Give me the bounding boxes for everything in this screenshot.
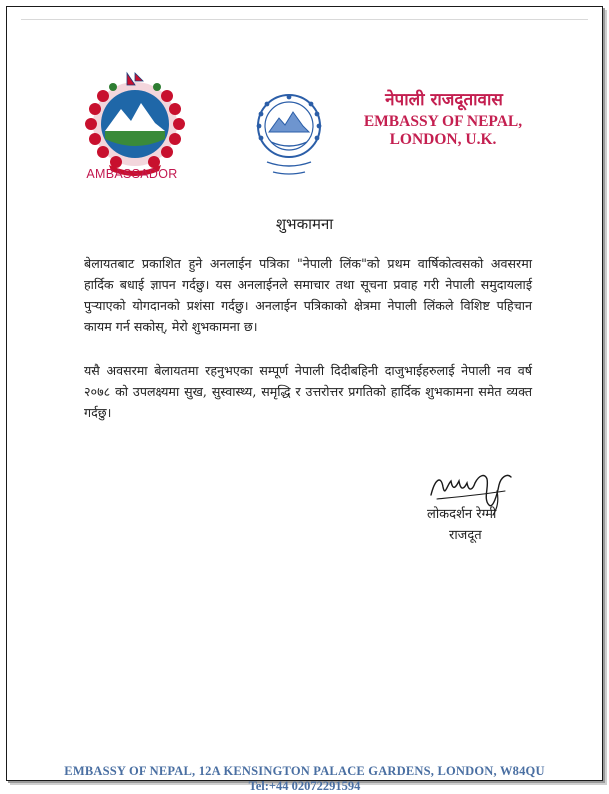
ambassador-label: AMBASSADOR (86, 167, 178, 181)
footer-address: EMBASSY OF NEPAL, 12A KENSINGTON PALACE GARDENS, LONDON, W84QU (64, 764, 545, 778)
signatory-title: राजदूत (449, 528, 482, 543)
embassy-seal-icon (253, 92, 325, 178)
embassy-name-line-1: EMBASSY OF NEPAL, (363, 113, 523, 130)
national-emblem-icon (83, 69, 188, 179)
signatory-name: लोकदर्शन रेग्मी (427, 507, 497, 522)
embassy-name-line-2: LONDON, U.K. (389, 131, 497, 148)
top-rule (21, 19, 588, 20)
letter-heading: शुभकामना (275, 215, 334, 233)
letter-page (6, 6, 603, 793)
letter-paragraph-2: यसै अवसरमा बेलायतमा रहनुभएका सम्पूर्ण नेपाली दिदीबहिनी दाजुभाईहरुलाई नेपाली नव वर्ष २०७८ को उपलक्ष्यमा सुख, सुस्वास्थ्य, समृद्धि र उत्तरोत्तर प्रगतिको हार्दिक शुभकामना समेत व्यक्त गर्दछु। (84, 363, 532, 420)
embassy-name-devanagari: नेपाली राजदूतावास (385, 90, 503, 110)
letter-paragraph-1: बेलायतबाट प्रकाशित हुने अनलाईन पत्रिका "नेपाली लिंक"को प्रथम वार्षिकोत्वसको अवसरमा हार्दिक बधाई ज्ञापन गर्दछु। यस अनलाईनले समाचार तथा सूचना प्रवाह गरी नेपाली समुदायलाई पुऱ्याएको योगदानको प्रशंसा गर्दछु। अनलाईन पत्रिकाको क्षेत्रमा नेपाली लिंकले विशिष्ट पहिचान कायम गर्न सकोस्, मेरो शुभकामना छ। (84, 256, 532, 334)
footer-telephone: Tel:+44 02072291594 (248, 779, 361, 793)
